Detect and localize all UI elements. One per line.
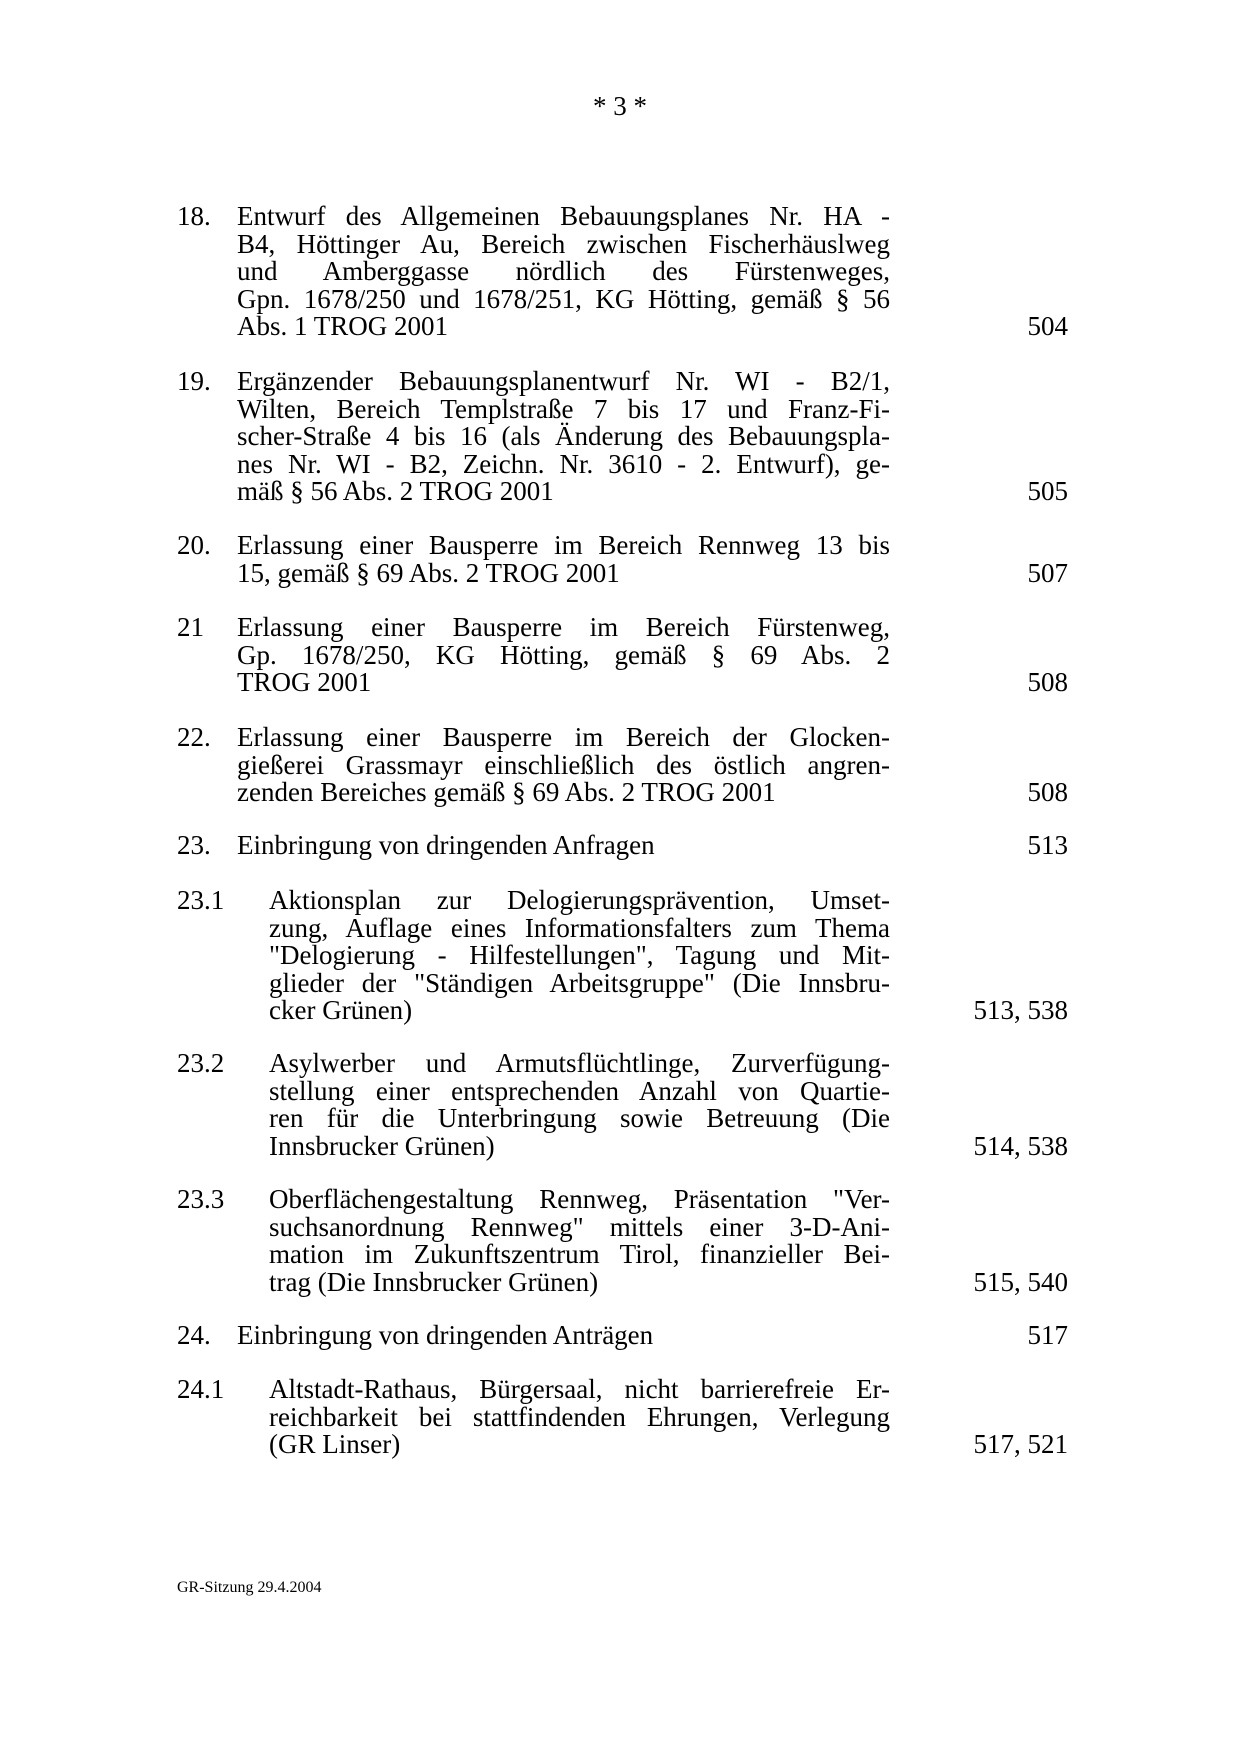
toc-entry-line: Einbringung von dringenden Anfragen: [237, 830, 655, 860]
toc-entry-page-reference: 517: [1027, 1320, 1068, 1350]
toc-entry-title: [237, 1322, 890, 1350]
toc-entry-line: gießerei Grassmayr einschließlich des östlich angren-: [237, 749, 890, 780]
toc-entry-line: stellung einer entsprechenden Anzahl von Quartie-: [269, 1075, 890, 1106]
page-number: * 3 *: [593, 91, 647, 121]
toc-entry-line: Oberflächengestaltung Rennweg, Präsentation "Ver-: [269, 1184, 890, 1214]
toc-entry-number: 23.2: [177, 1048, 225, 1078]
toc-entry-line: Ergänzender Bebauungsplanentwurf Nr. WI - B2/1,: [237, 366, 890, 396]
toc-entry-number: 24.1: [177, 1374, 225, 1404]
toc-entry-page-reference: 513: [1027, 830, 1068, 860]
toc-entry-line: TROG 2001: [237, 667, 372, 697]
toc-entry-number: 21: [177, 612, 204, 642]
toc-entry-line: Erlassung einer Bausperre im Bereich Fürstenweg,: [237, 612, 890, 642]
toc-entry-title: [237, 832, 890, 860]
toc-entry-title: [237, 368, 890, 506]
toc-entry-line: mation im Zukunftszentrum Tirol, finanzieller Bei-: [269, 1239, 890, 1269]
toc-entry-page-reference: 514, 538: [973, 1130, 1068, 1161]
toc-entry-line: Altstadt-Rathaus, Bürgersaal, nicht barrierefreie Er-: [269, 1374, 890, 1404]
toc-entry-page-reference: 517, 521: [973, 1429, 1068, 1459]
toc-entry-line: Gpn. 1678/250 und 1678/251, KG Hötting, gemäß § 56: [237, 283, 890, 314]
toc-entry-page-reference: 505: [1027, 476, 1068, 506]
toc-entry-page-reference: 515, 540: [973, 1266, 1068, 1297]
toc-entry-title: [237, 614, 890, 697]
toc-entry-line: zung, Auflage eines Informationsfalters zum Thema: [269, 912, 890, 943]
footer-session-date: GR-Sitzung 29.4.2004: [177, 1579, 322, 1596]
toc-entry-page-reference: 508: [1027, 777, 1068, 807]
toc-entry-line: suchsanordnung Rennweg" mittels einer 3-D-Ani-: [269, 1211, 890, 1242]
toc-entry-title: [269, 1050, 890, 1160]
toc-entry-line: Gp. 1678/250, KG Hötting, gemäß § 69 Abs. 2: [237, 639, 890, 670]
toc-entry-line: glieder der "Ständigen Arbeitsgruppe" (Die Innsbru-: [269, 967, 890, 998]
toc-entry-number: 18.: [177, 201, 211, 231]
toc-entry-line: mäß § 56 Abs. 2 TROG 2001: [237, 476, 554, 506]
toc-entry-title: [269, 1376, 890, 1459]
toc-entry-title: [237, 532, 890, 587]
toc-entry-line: nes Nr. WI - B2, Zeichn. Nr. 3610 - 2. Entwurf), ge-: [237, 448, 890, 479]
toc-entry-number: 24.: [177, 1320, 211, 1350]
toc-entry-line: ren für die Unterbringung sowie Betreuung (Die: [269, 1103, 890, 1133]
toc-entry-page-reference: 507: [1027, 557, 1068, 588]
toc-entry-line: (GR Linser): [269, 1429, 401, 1459]
toc-entry-line: Wilten, Bereich Templstraße 7 bis 17 und Franz-Fi-: [237, 393, 890, 424]
toc-entry-line: "Delogierung - Hilfestellungen", Tagung und Mit-: [269, 940, 890, 970]
toc-entry-line: Erlassung einer Bausperre im Bereich Rennweg 13 bis: [237, 530, 890, 560]
toc-entry-number: 23.: [177, 830, 211, 860]
toc-entry-line: Abs. 1 TROG 2001: [237, 311, 449, 341]
toc-entry-title: [269, 1186, 890, 1296]
toc-entry-line: und Amberggasse nördlich des Fürstenweges,: [237, 256, 890, 286]
toc-entry-number: 23.1: [177, 885, 225, 915]
toc-entry-line: cker Grünen): [269, 995, 413, 1025]
toc-entry-title: [269, 887, 890, 1025]
toc-entry-line: 15, gemäß § 69 Abs. 2 TROG 2001: [237, 557, 620, 588]
toc-entry-line: reichbarkeit bei stattfindenden Ehrungen, Verlegung: [269, 1401, 890, 1432]
toc-entry-line: Entwurf des Allgemeinen Bebauungsplanes Nr. HA -: [237, 201, 890, 231]
toc-entry-line: trag (Die Innsbrucker Grünen): [269, 1266, 599, 1297]
toc-entry-line: B4, Höttinger Au, Bereich zwischen Fischerhäuslweg: [237, 228, 890, 259]
toc-entry-line: Asylwerber und Armutsflüchtlinge, Zurverfügung-: [269, 1048, 890, 1078]
toc-entry-page-reference: 504: [1027, 311, 1068, 341]
toc-entry-line: Innsbrucker Grünen): [269, 1130, 495, 1161]
toc-entry-title: [237, 203, 890, 341]
toc-entry-line: Erlassung einer Bausperre im Bereich der Glocken-: [237, 722, 890, 752]
toc-entry-page-reference: 508: [1027, 667, 1068, 697]
toc-entry-line: Aktionsplan zur Delogierungsprävention, Umset-: [269, 885, 890, 915]
toc-entry-line: Einbringung von dringenden Anträgen: [237, 1320, 654, 1350]
toc-entry-number: 22.: [177, 722, 211, 752]
toc-entry-line: zenden Bereiches gemäß § 69 Abs. 2 TROG 2001: [237, 777, 776, 807]
toc-entry-number: 20.: [177, 530, 211, 560]
toc-entry-title: [237, 724, 890, 807]
toc-entry-page-reference: 513, 538: [973, 995, 1068, 1025]
toc-entry-line: scher-Straße 4 bis 16 (als Änderung des Bebauungspla-: [237, 421, 890, 451]
toc-entry-number: 23.3: [177, 1184, 225, 1214]
toc-entry-number: 19.: [177, 366, 211, 396]
